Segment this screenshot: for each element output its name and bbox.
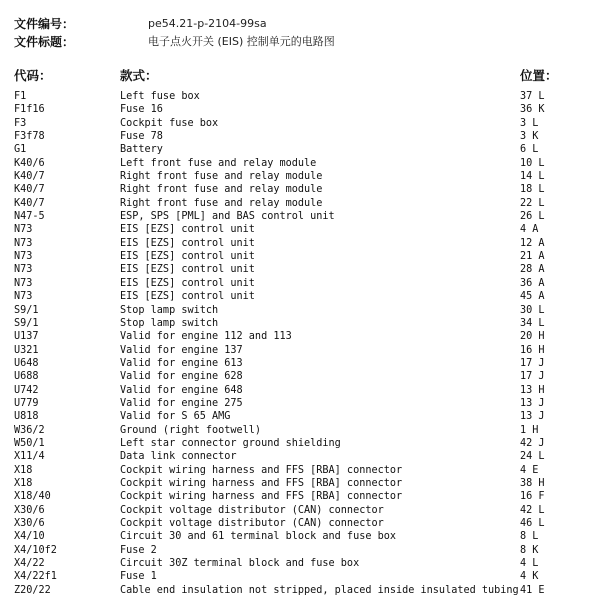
- cell-code: X4/22: [14, 558, 45, 570]
- table-row: [14, 250, 586, 263]
- cell-code: U648: [14, 357, 39, 369]
- table-row: [14, 290, 586, 303]
- cell-position: 24 L: [520, 451, 545, 463]
- cell-code: X18: [14, 464, 33, 476]
- table-header: [14, 64, 586, 84]
- cell-position: 10 L: [520, 157, 545, 169]
- cell-description: Cable end insulation not stripped, placed inside insulated tubing: [120, 584, 519, 596]
- table-row: [14, 410, 586, 423]
- cell-code: S9/1: [14, 317, 39, 329]
- column-header-description: 款式：: [120, 68, 158, 83]
- cell-position: 6 L: [520, 144, 539, 156]
- cell-code: U137: [14, 331, 39, 343]
- cell-position: 46 L: [520, 518, 545, 529]
- cell-position: 21 A: [520, 251, 545, 263]
- cell-description: EIS [EZS] control unit: [120, 237, 255, 249]
- cell-code: K40/7: [14, 197, 45, 209]
- table-row: [14, 103, 586, 116]
- cell-code: W50/1: [14, 437, 45, 449]
- cell-code: N73: [14, 291, 33, 303]
- cell-description: ESP, SPS [PML] and BAS control unit: [120, 211, 335, 223]
- table-row: [14, 157, 586, 170]
- cell-description: Cockpit fuse box: [120, 117, 219, 129]
- cell-description: Data link connector: [120, 451, 237, 463]
- cell-code: Z20/22: [14, 584, 51, 596]
- table-row: [14, 143, 586, 156]
- cell-description: Left front fuse and relay module: [120, 157, 317, 169]
- cell-code: X4/10: [14, 531, 45, 543]
- table-row: [14, 490, 586, 503]
- cell-code: N73: [14, 224, 33, 236]
- cell-description: Circuit 30 and 61 terminal block and fuse box: [120, 531, 397, 543]
- cell-position: 4 A: [520, 224, 539, 236]
- cell-description: Stop lamp switch: [120, 304, 219, 316]
- table-row: [14, 210, 586, 223]
- table-row: [14, 130, 586, 143]
- cell-position: 28 A: [520, 264, 545, 276]
- table-row: [14, 277, 586, 290]
- cell-position: 37 L: [520, 91, 545, 102]
- cell-description: EIS [EZS] control unit: [120, 251, 255, 263]
- cell-code: K40/6: [14, 157, 45, 169]
- cell-code: X30/6: [14, 518, 45, 529]
- table-row: [14, 90, 586, 103]
- table-row: [14, 197, 586, 210]
- cell-position: 30 L: [520, 304, 545, 316]
- cell-position: 16 F: [520, 491, 545, 503]
- table-row: [14, 183, 586, 196]
- cell-description: Left star connector ground shielding: [120, 437, 341, 449]
- table-row: [14, 450, 586, 463]
- cell-description: Left fuse box: [120, 91, 200, 102]
- cell-description: EIS [EZS] control unit: [120, 224, 255, 236]
- cell-description: Right front fuse and relay module: [120, 197, 323, 209]
- cell-description: Right front fuse and relay module: [120, 171, 323, 183]
- cell-code: U779: [14, 397, 39, 409]
- table-row: [14, 544, 586, 557]
- cell-code: N73: [14, 277, 33, 289]
- table-row: [14, 504, 586, 517]
- cell-position: 12 A: [520, 237, 545, 249]
- cell-position: 16 H: [520, 344, 545, 356]
- cell-code: X18/40: [14, 491, 51, 503]
- cell-description: Right front fuse and relay module: [120, 184, 323, 196]
- doc-number-row: [14, 14, 586, 32]
- table-row: [14, 384, 586, 397]
- cell-position: 1 H: [520, 424, 539, 436]
- cell-description: Valid for engine 628: [120, 371, 243, 383]
- table-row: [14, 517, 586, 530]
- cell-code: U321: [14, 344, 39, 356]
- table-row: [14, 344, 586, 357]
- cell-code: G1: [14, 144, 27, 156]
- table-row: [14, 584, 586, 597]
- cell-position: 18 L: [520, 184, 545, 196]
- cell-position: 42 J: [520, 437, 545, 449]
- column-header-position: 位置：: [520, 68, 558, 83]
- cell-position: 42 L: [520, 504, 545, 516]
- cell-description: Valid for engine 112 and 113: [120, 331, 292, 343]
- cell-code: X4/22f1: [14, 571, 57, 583]
- cell-position: 36 A: [520, 277, 545, 289]
- cell-code: W36/2: [14, 424, 45, 436]
- table-row: [14, 570, 586, 583]
- cell-position: 4 E: [520, 464, 539, 476]
- table-row: [14, 557, 586, 570]
- cell-description: Cockpit wiring harness and FFS [RBA] connector: [120, 464, 403, 476]
- cell-position: 38 H: [520, 477, 545, 489]
- cell-code: K40/7: [14, 171, 45, 183]
- doc-title-value: 电子点火开关 (EIS) 控制单元的电路图: [148, 35, 335, 48]
- cell-position: 14 L: [520, 171, 545, 183]
- cell-code: K40/7: [14, 184, 45, 196]
- cell-description: Cockpit voltage distributor (CAN) connector: [120, 518, 384, 529]
- cell-description: Battery: [120, 144, 163, 156]
- cell-code: F3f78: [14, 131, 45, 143]
- cell-code: X18: [14, 477, 33, 489]
- cell-description: Stop lamp switch: [120, 317, 219, 329]
- cell-position: 45 A: [520, 291, 545, 303]
- doc-title-label: 文件标题：: [14, 34, 75, 49]
- cell-position: 20 H: [520, 331, 545, 343]
- cell-code: N73: [14, 264, 33, 276]
- table-row: [14, 117, 586, 130]
- cell-position: 34 L: [520, 317, 545, 329]
- table-row: [14, 397, 586, 410]
- cell-description: Valid for S 65 AMG: [120, 411, 231, 423]
- table-row: [14, 304, 586, 317]
- table-row: [14, 330, 586, 343]
- cell-code: N47-5: [14, 211, 45, 223]
- table-row: [14, 424, 586, 437]
- cell-code: U688: [14, 371, 39, 383]
- table-row: [14, 530, 586, 543]
- doc-number-value: pe54.21-p-2104-99sa: [148, 16, 267, 30]
- cell-code: N73: [14, 237, 33, 249]
- cell-position: 22 L: [520, 197, 545, 209]
- cell-code: F1: [14, 91, 27, 102]
- cell-description: Cockpit voltage distributor (CAN) connector: [120, 504, 384, 516]
- cell-position: 13 J: [520, 411, 545, 423]
- table-row: [14, 317, 586, 330]
- cell-description: Fuse 1: [120, 571, 157, 583]
- cell-code: U742: [14, 384, 39, 396]
- document-header: [14, 14, 586, 50]
- cell-code: X11/4: [14, 451, 45, 463]
- table-row: [14, 223, 586, 236]
- cell-position: 17 J: [520, 357, 545, 369]
- cell-position: 36 K: [520, 104, 545, 116]
- cell-description: Valid for engine 137: [120, 344, 243, 356]
- doc-number-label: 文件编号：: [14, 16, 75, 31]
- cell-code: S9/1: [14, 304, 39, 316]
- cell-code: X4/10f2: [14, 544, 57, 556]
- cell-description: EIS [EZS] control unit: [120, 277, 255, 289]
- cell-position: 8 L: [520, 531, 539, 543]
- table-row: [14, 437, 586, 450]
- table-row: [14, 170, 586, 183]
- cell-position: 4 L: [520, 558, 539, 570]
- table-row: [14, 477, 586, 490]
- cell-description: Valid for engine 613: [120, 357, 243, 369]
- cell-description: Valid for engine 275: [120, 397, 243, 409]
- cell-position: 8 K: [520, 544, 539, 556]
- table-row: [14, 237, 586, 250]
- component-table: [14, 90, 586, 597]
- cell-position: 3 L: [520, 117, 539, 129]
- cell-position: 13 H: [520, 384, 545, 396]
- doc-title-row: [14, 32, 586, 50]
- cell-description: Fuse 78: [120, 131, 163, 143]
- cell-code: X30/6: [14, 504, 45, 516]
- cell-description: Cockpit wiring harness and FFS [RBA] connector: [120, 477, 403, 489]
- cell-position: 41 E: [520, 584, 545, 596]
- table-row: [14, 464, 586, 477]
- cell-code: U818: [14, 411, 39, 423]
- cell-position: 26 L: [520, 211, 545, 223]
- cell-code: F1f16: [14, 104, 45, 116]
- cell-description: Circuit 30Z terminal block and fuse box: [120, 558, 360, 570]
- column-header-code: 代码：: [14, 68, 52, 83]
- table-row: [14, 263, 586, 276]
- cell-code: F3: [14, 117, 27, 129]
- cell-description: EIS [EZS] control unit: [120, 264, 255, 276]
- cell-position: 17 J: [520, 371, 545, 383]
- cell-description: Valid for engine 648: [120, 384, 243, 396]
- cell-description: Ground (right footwell): [120, 424, 262, 436]
- cell-description: Cockpit wiring harness and FFS [RBA] connector: [120, 491, 403, 503]
- table-row: [14, 357, 586, 370]
- table-row: [14, 370, 586, 383]
- cell-code: N73: [14, 251, 33, 263]
- cell-position: 3 K: [520, 131, 539, 143]
- cell-position: 4 K: [520, 571, 539, 583]
- cell-description: Fuse 16: [120, 104, 163, 116]
- cell-description: Fuse 2: [120, 544, 157, 556]
- cell-description: EIS [EZS] control unit: [120, 291, 255, 303]
- cell-position: 13 J: [520, 397, 545, 409]
